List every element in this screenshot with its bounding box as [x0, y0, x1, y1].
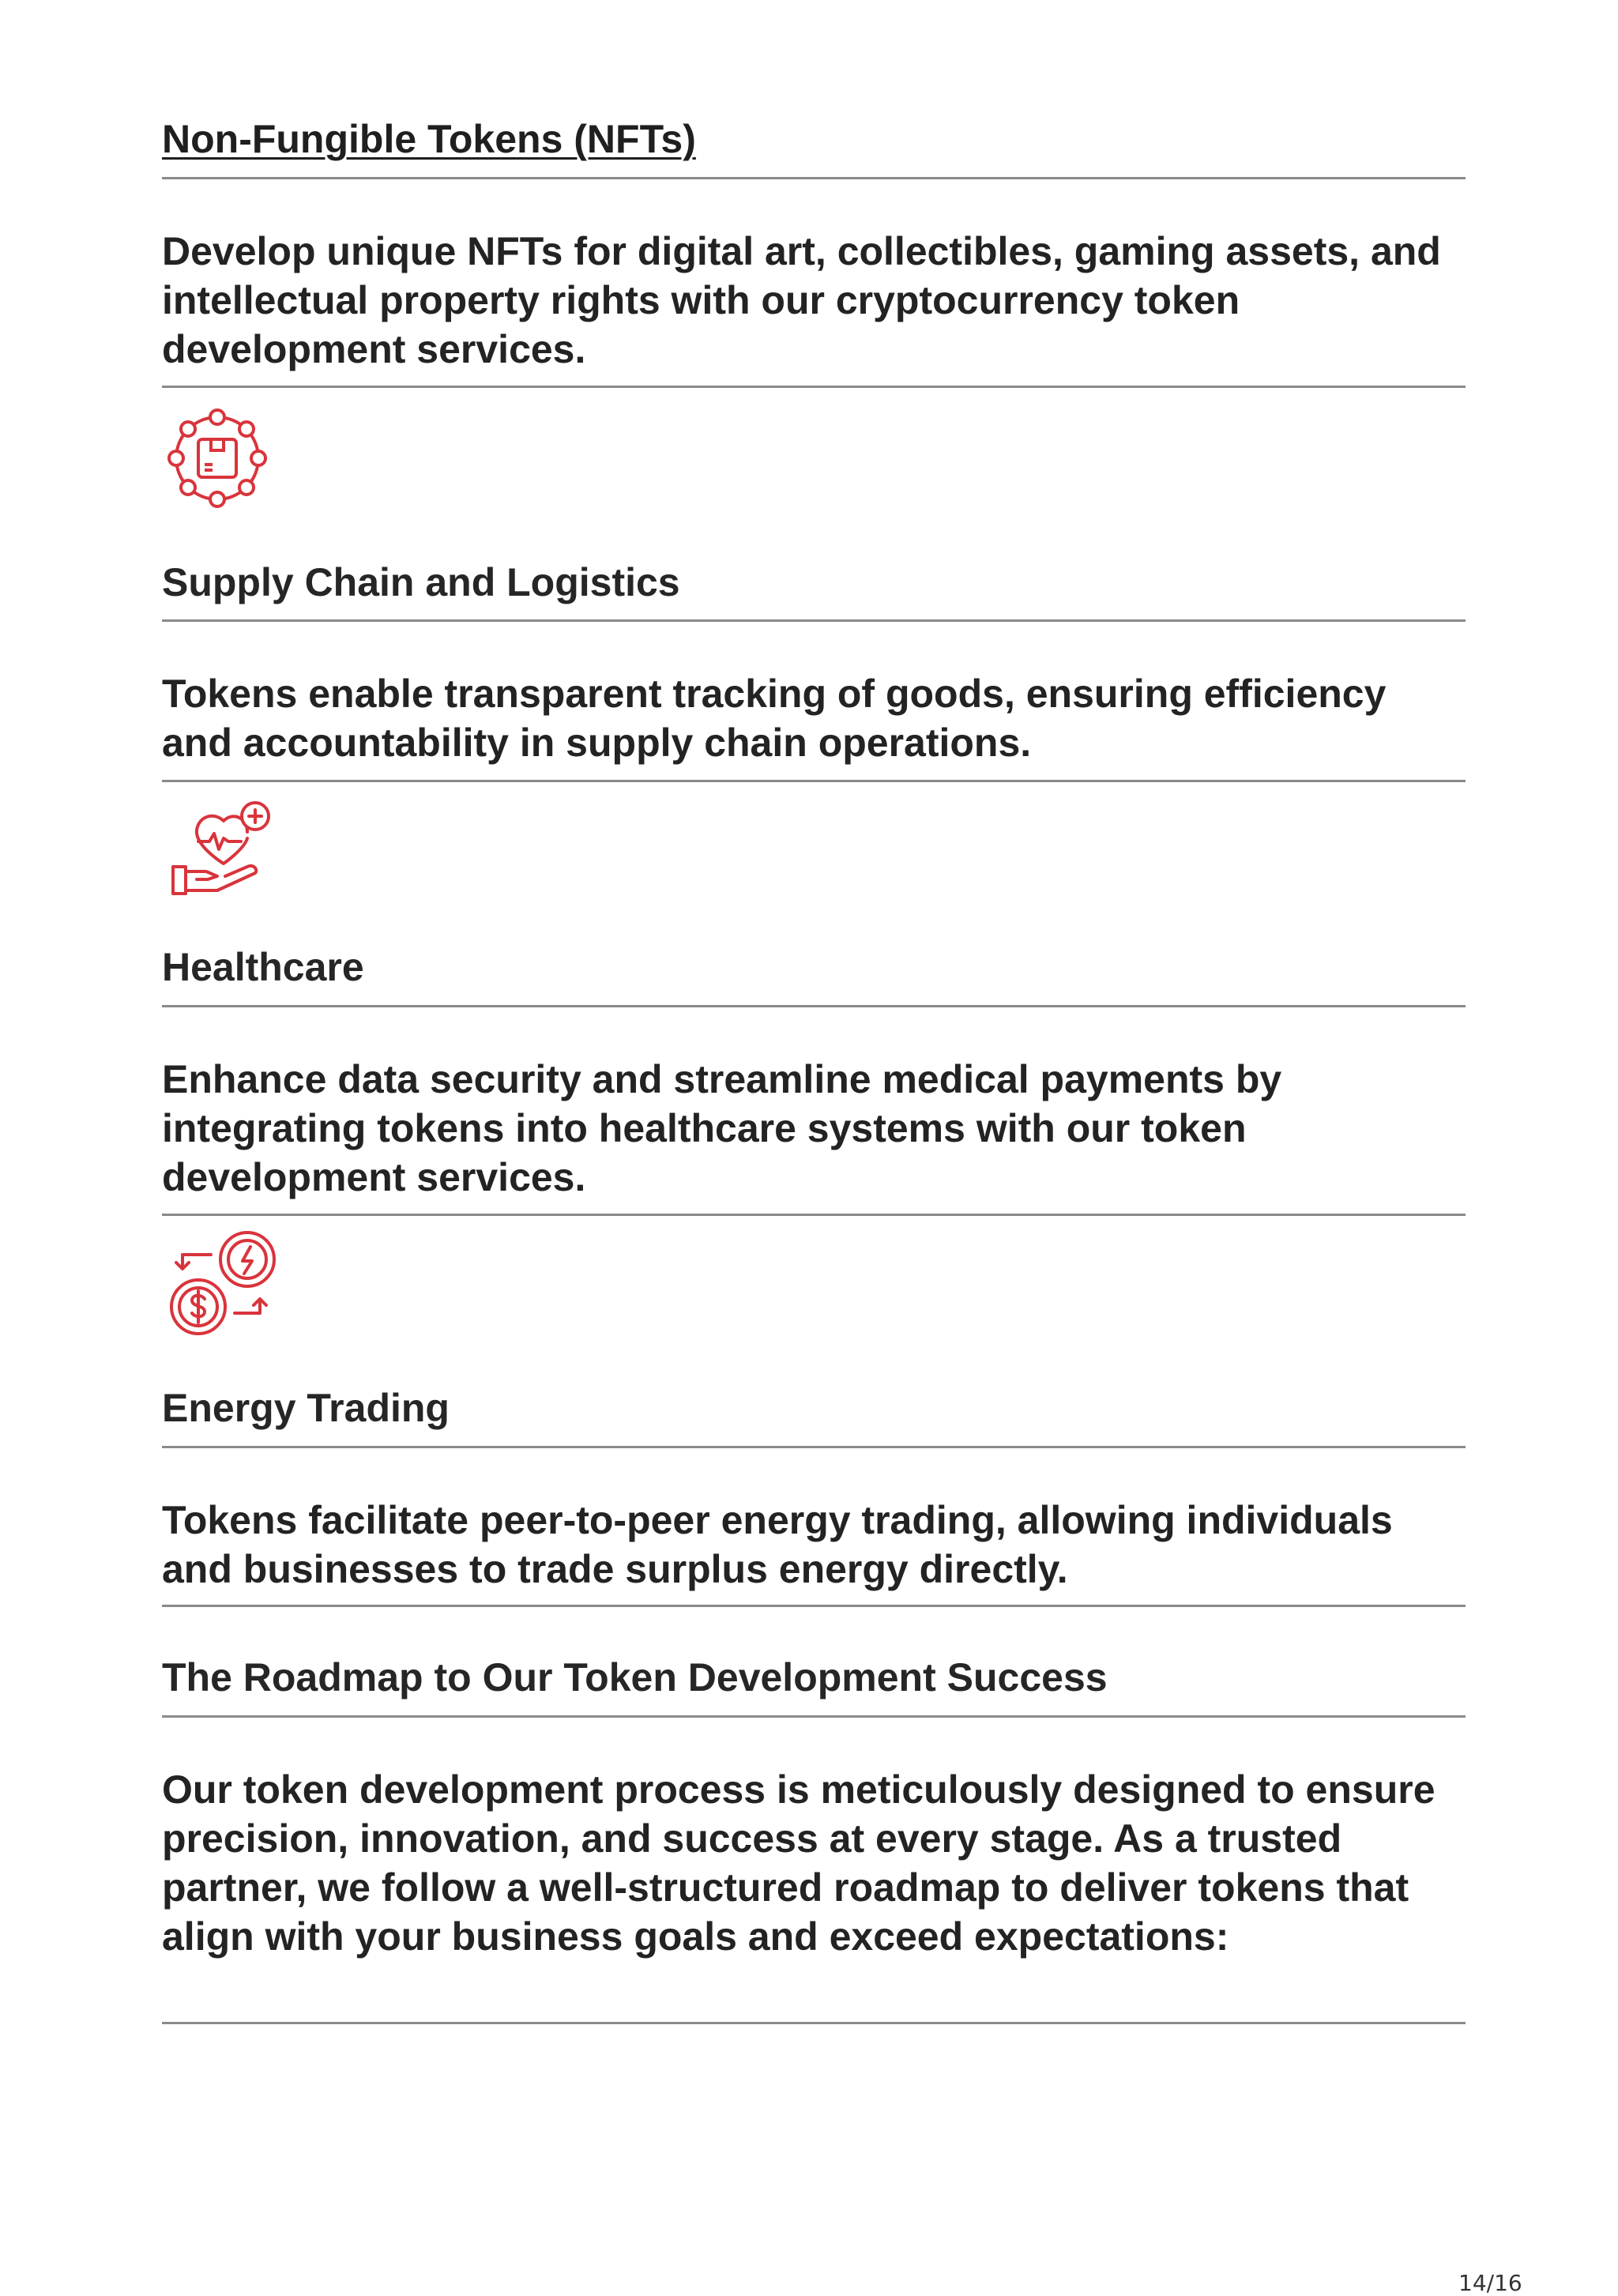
supply-chain-heading: Supply Chain and Logistics	[162, 560, 680, 604]
divider	[162, 386, 1466, 388]
nft-description: Develop unique NFTs for digital art, collectibles, gaming assets, and intellectual property rights with our cryptocurrency token development services.	[162, 229, 1441, 371]
energy-trading-heading: Energy Trading	[162, 1386, 450, 1430]
divider	[162, 1214, 1466, 1216]
page-number: 14/16	[1458, 2270, 1522, 2296]
divider	[162, 177, 1466, 179]
healthcare-description: Enhance data security and streamline medical payments by integrating tokens into healthcare systems with our token development services.	[162, 1057, 1282, 1199]
divider	[162, 1446, 1466, 1448]
healthcare-heart-hand-icon	[162, 794, 280, 909]
divider	[162, 1605, 1466, 1607]
supply-chain-network-icon	[162, 401, 280, 524]
divider	[162, 2022, 1466, 2024]
divider	[162, 780, 1466, 782]
roadmap-heading: The Roadmap to Our Token Development Success	[162, 1655, 1108, 1699]
healthcare-heading: Healthcare	[162, 945, 364, 989]
divider	[162, 619, 1466, 622]
divider	[162, 1005, 1466, 1007]
nft-heading-link[interactable]: Non-Fungible Tokens (NFTs)	[162, 117, 696, 161]
roadmap-description: Our token development process is meticulously designed to ensure precision, innovation, and success at every stage. As a trusted partner, we follow a well-structured roadmap to deliver tokens that align with your business goals and exceed expectations:	[162, 1767, 1436, 1959]
supply-chain-description: Tokens enable transparent tracking of goods, ensuring efficiency and accountability in supply chain operations.	[162, 672, 1387, 765]
divider	[162, 1715, 1466, 1718]
energy-coin-exchange-icon	[162, 1228, 280, 1350]
energy-trading-description: Tokens facilitate peer-to-peer energy trading, allowing individuals and businesses to trade surplus energy directly.	[162, 1498, 1393, 1591]
